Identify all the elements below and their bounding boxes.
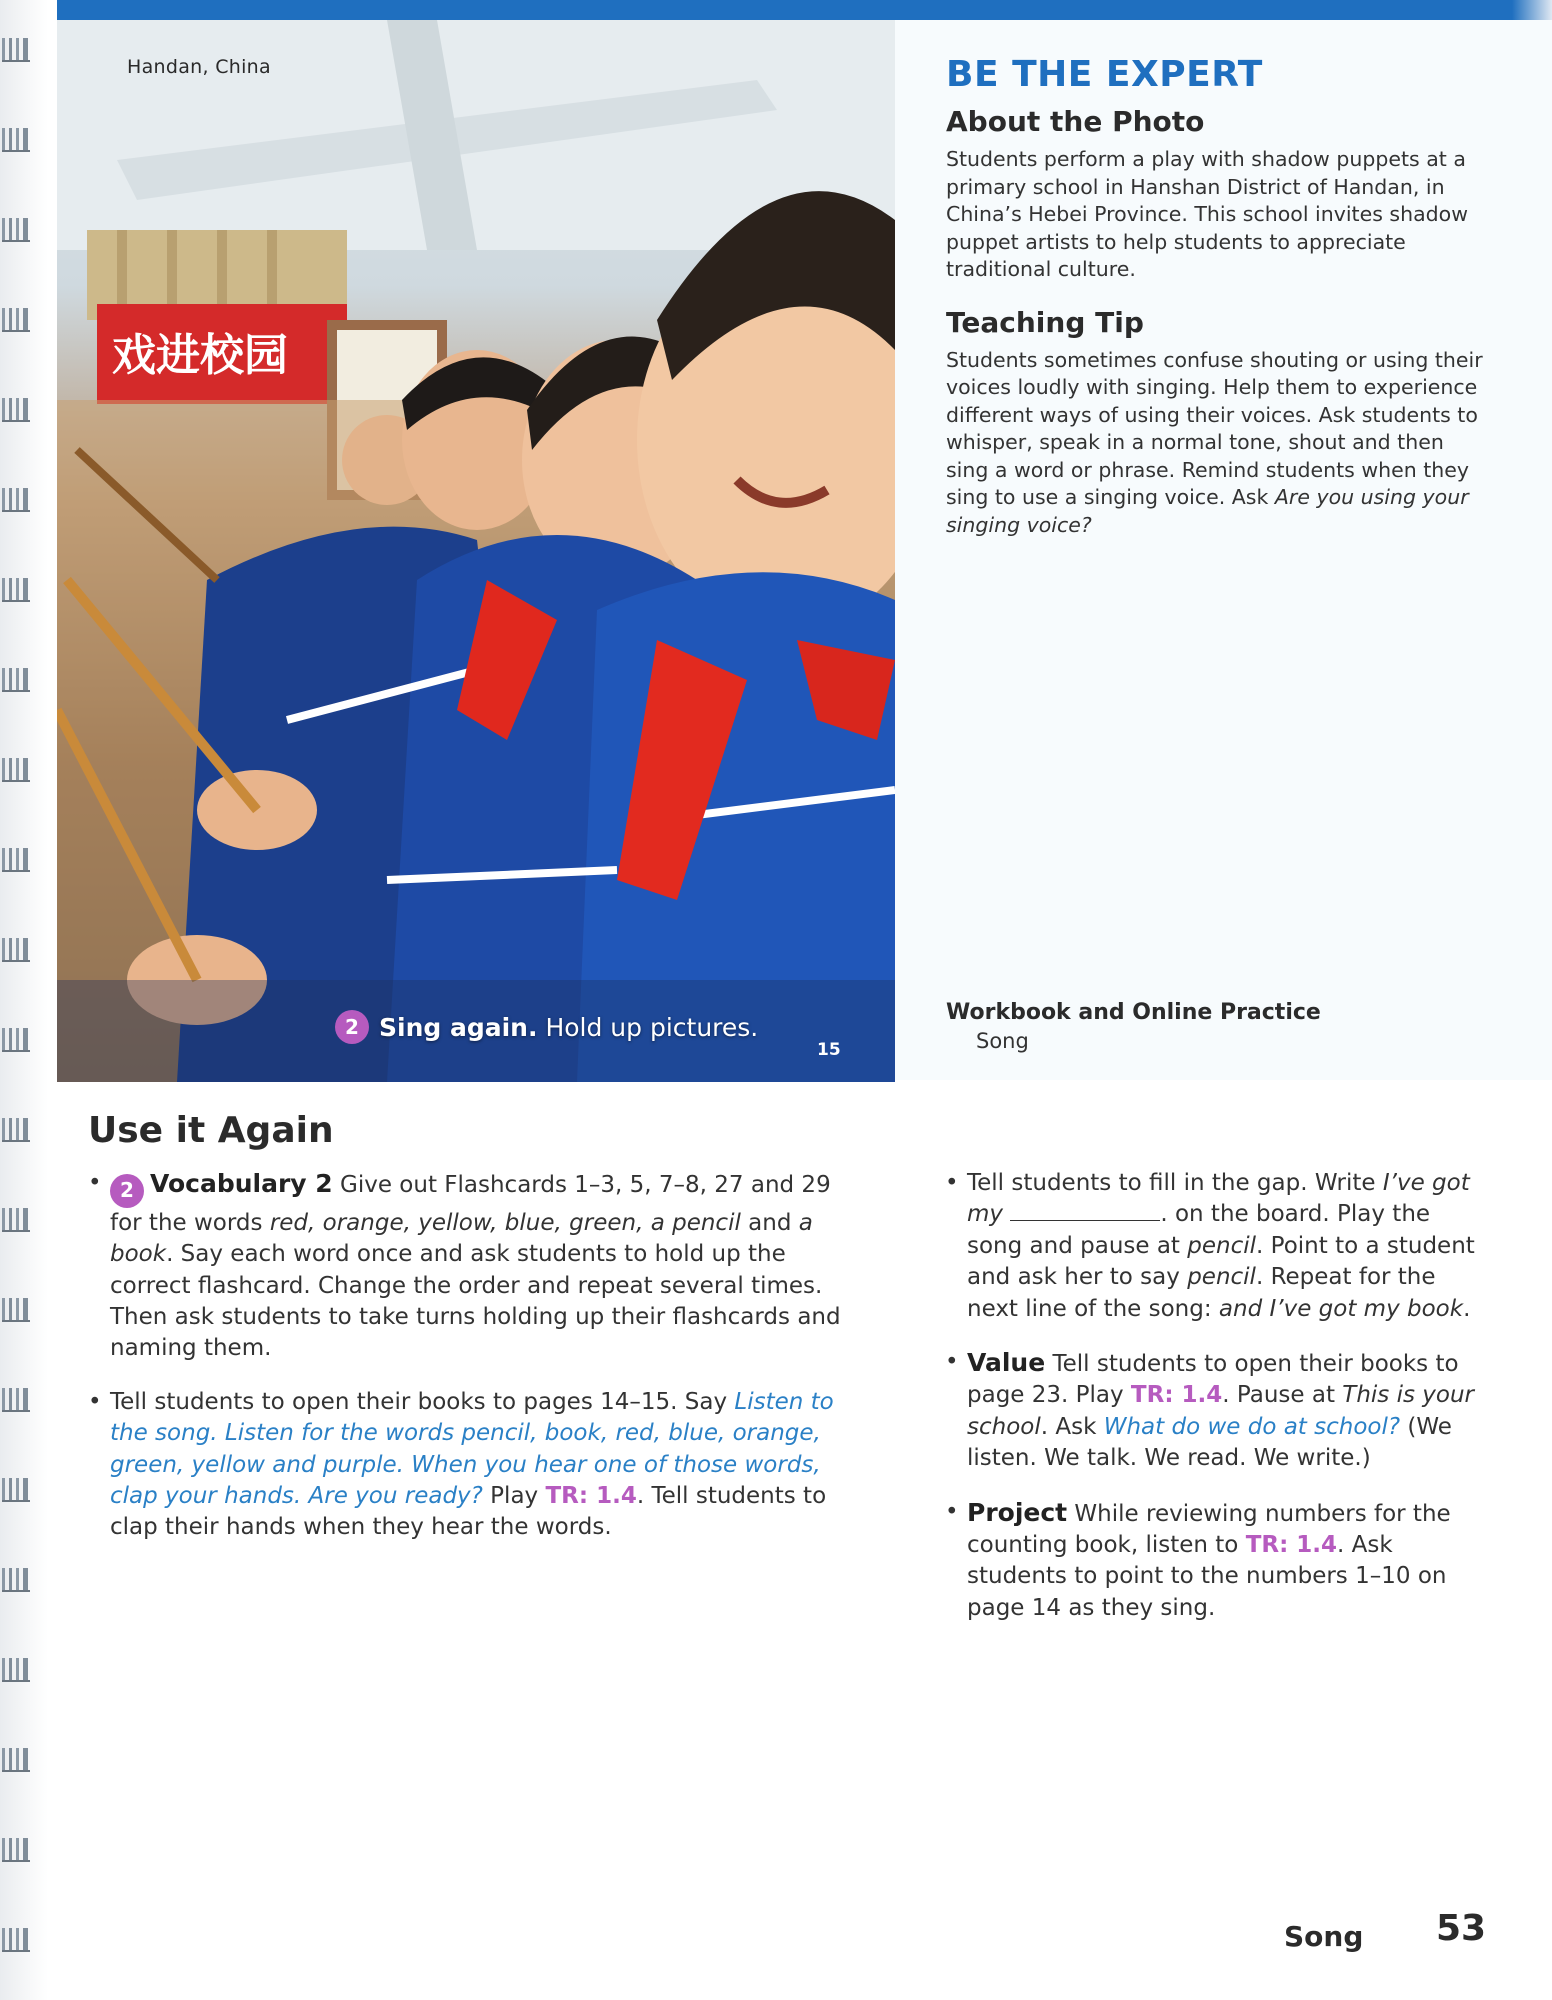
spiral-coil — [2, 668, 30, 692]
gap-line — [1010, 1202, 1160, 1221]
page-number: 53 — [1436, 1908, 1487, 1949]
about-photo-heading: About the Photo — [946, 105, 1205, 138]
use-it-again-title: Use it Again — [88, 1110, 334, 1151]
spiral-coil — [2, 1568, 30, 1592]
vocabulary-badge: 2 — [110, 1174, 144, 1208]
about-photo-text: Students perform a play with shadow puppets at a primary school in Hanshan District of Handan, in China’s Hebei Province. This school invites shadow puppet artists to help students to appreciate traditional culture. — [946, 147, 1468, 281]
spiral-coil — [2, 578, 30, 602]
text-run: . Point to a student and ask her to say — [967, 1232, 1475, 1291]
italic-run: red, orange, yellow, blue, green, a pencil — [269, 1209, 741, 1236]
spiral-coil — [2, 1208, 30, 1232]
text-run: . — [1463, 1295, 1471, 1322]
italic-run: a book — [110, 1209, 813, 1268]
spiral-coil — [2, 218, 30, 242]
banner-text: 戏进校园 — [112, 330, 288, 381]
expert-title: BE THE EXPERT — [946, 54, 1263, 95]
track-reference: TR: 1.4 — [1245, 1532, 1338, 1559]
spiral-coil — [2, 1928, 30, 1952]
track-reference: TR: 1.4 — [545, 1482, 637, 1509]
text-run: Tell students to fill in the gap. Write — [967, 1170, 1383, 1196]
project-item — [945, 1497, 1490, 1625]
text-run: and — [740, 1209, 799, 1236]
teacher-script: What do we do at school? — [1103, 1413, 1401, 1440]
spiral-coil — [2, 1388, 30, 1412]
text-run: Give out Flashcards 1–3, 5, 7–8, 27 and 29 for the words — [110, 1172, 831, 1236]
text-run: Tell students to open their books to pages 14–15. Say — [110, 1388, 735, 1415]
text-run: . Say each word once and ask students to hold up the correct flashcard. Change the order and repeat several times. Then ask students to take turns holding up their flashcards and naming them. — [110, 1241, 841, 1362]
caption-text — [379, 1013, 758, 1042]
text-run: . Repeat for the next line of the song: — [967, 1264, 1436, 1322]
project-label: Project — [967, 1497, 1068, 1527]
teaching-tip-text — [946, 347, 1486, 540]
spiral-coil — [2, 758, 30, 782]
value-item — [945, 1347, 1490, 1475]
spiral-coil — [2, 128, 30, 152]
caption-bold: Sing again. — [379, 1012, 538, 1042]
photo-location: Handan, China — [127, 56, 271, 78]
top-bar-fade — [1512, 0, 1552, 20]
fill-gap-item — [945, 1168, 1490, 1325]
be-the-expert-panel — [946, 54, 1486, 561]
listen-song-item — [88, 1387, 868, 1544]
student-book-page-number: 15 — [817, 1040, 841, 1060]
spiral-coil — [2, 308, 30, 332]
text-run: . Tell students to clap their hands when they hear the words. — [110, 1482, 827, 1541]
workbook-practice — [946, 1000, 1321, 1053]
left-column — [88, 1168, 868, 1566]
teaching-tip-body: Students sometimes confuse shouting or using their voices loudly with singing. Help them to experience different ways of using their voices. Ask students to whisper, speak in a normal tone, shout and then sing a word or phrase. Remind students when they sing to use a singing voice. Ask — [946, 347, 1483, 509]
right-column — [945, 1168, 1490, 1646]
student-book-photo — [57, 20, 895, 1082]
spiral-coil — [2, 938, 30, 962]
spiral-coil — [2, 1298, 30, 1322]
spiral-coil — [2, 398, 30, 422]
italic-run: pencil — [1187, 1232, 1257, 1259]
spiral-coil — [2, 1838, 30, 1862]
text-run: . Ask — [1040, 1413, 1104, 1440]
text-run: (We listen. We talk. We read. We write.) — [967, 1413, 1452, 1472]
vocabulary-item — [88, 1168, 868, 1365]
top-color-bar — [57, 0, 1512, 20]
italic-run: I’ve got my — [967, 1170, 1470, 1228]
spiral-coil — [2, 1748, 30, 1772]
teaching-tip-question: Are you using your singing voice? — [946, 485, 1469, 537]
footer-section-label: Song — [1284, 1920, 1364, 1953]
text-run: Tell students to open their books to page 23. Play — [967, 1351, 1459, 1409]
spiral-coil — [2, 1118, 30, 1142]
teaching-tip-heading: Teaching Tip — [946, 305, 1144, 339]
spiral-coil — [2, 1478, 30, 1502]
photo-illustration — [57, 20, 895, 1082]
text-run: . Ask students to point to the numbers 1–10 on page 14 as they sing. — [967, 1532, 1447, 1621]
workbook-sub: Song — [976, 1029, 1029, 1053]
value-label: Value — [967, 1348, 1046, 1378]
text-run: While reviewing numbers for the counting book, listen to — [967, 1500, 1451, 1559]
teacher-script: Listen to the song. Listen for the words pencil, book, red, blue, orange, green, yellow and purple. When you hear one of those words, clap your hands. Are you ready? — [110, 1388, 834, 1509]
text-run: . on the board. Play the song and pause at — [967, 1201, 1431, 1259]
text-run: . Pause at — [1222, 1382, 1343, 1409]
activity-number-badge: 2 — [335, 1010, 369, 1044]
workbook-title: Workbook and Online Practice — [946, 1000, 1321, 1025]
track-reference: TR: 1.4 — [1130, 1382, 1223, 1409]
spiral-coil — [2, 848, 30, 872]
spiral-coil — [2, 1028, 30, 1052]
spiral-coil — [2, 488, 30, 512]
italic-run: This is your school — [967, 1382, 1474, 1440]
vocabulary-label: Vocabulary 2 — [150, 1169, 333, 1198]
photo-caption — [335, 1010, 758, 1044]
spiral-coil — [2, 38, 30, 62]
text-run: Play — [482, 1482, 546, 1509]
spiral-coil — [2, 1658, 30, 1682]
italic-run: and I’ve got my book — [1218, 1295, 1464, 1322]
italic-run: pencil — [1187, 1264, 1256, 1291]
spiral-binding — [0, 0, 48, 2000]
caption-instruction: Hold up pictures. — [545, 1012, 759, 1042]
